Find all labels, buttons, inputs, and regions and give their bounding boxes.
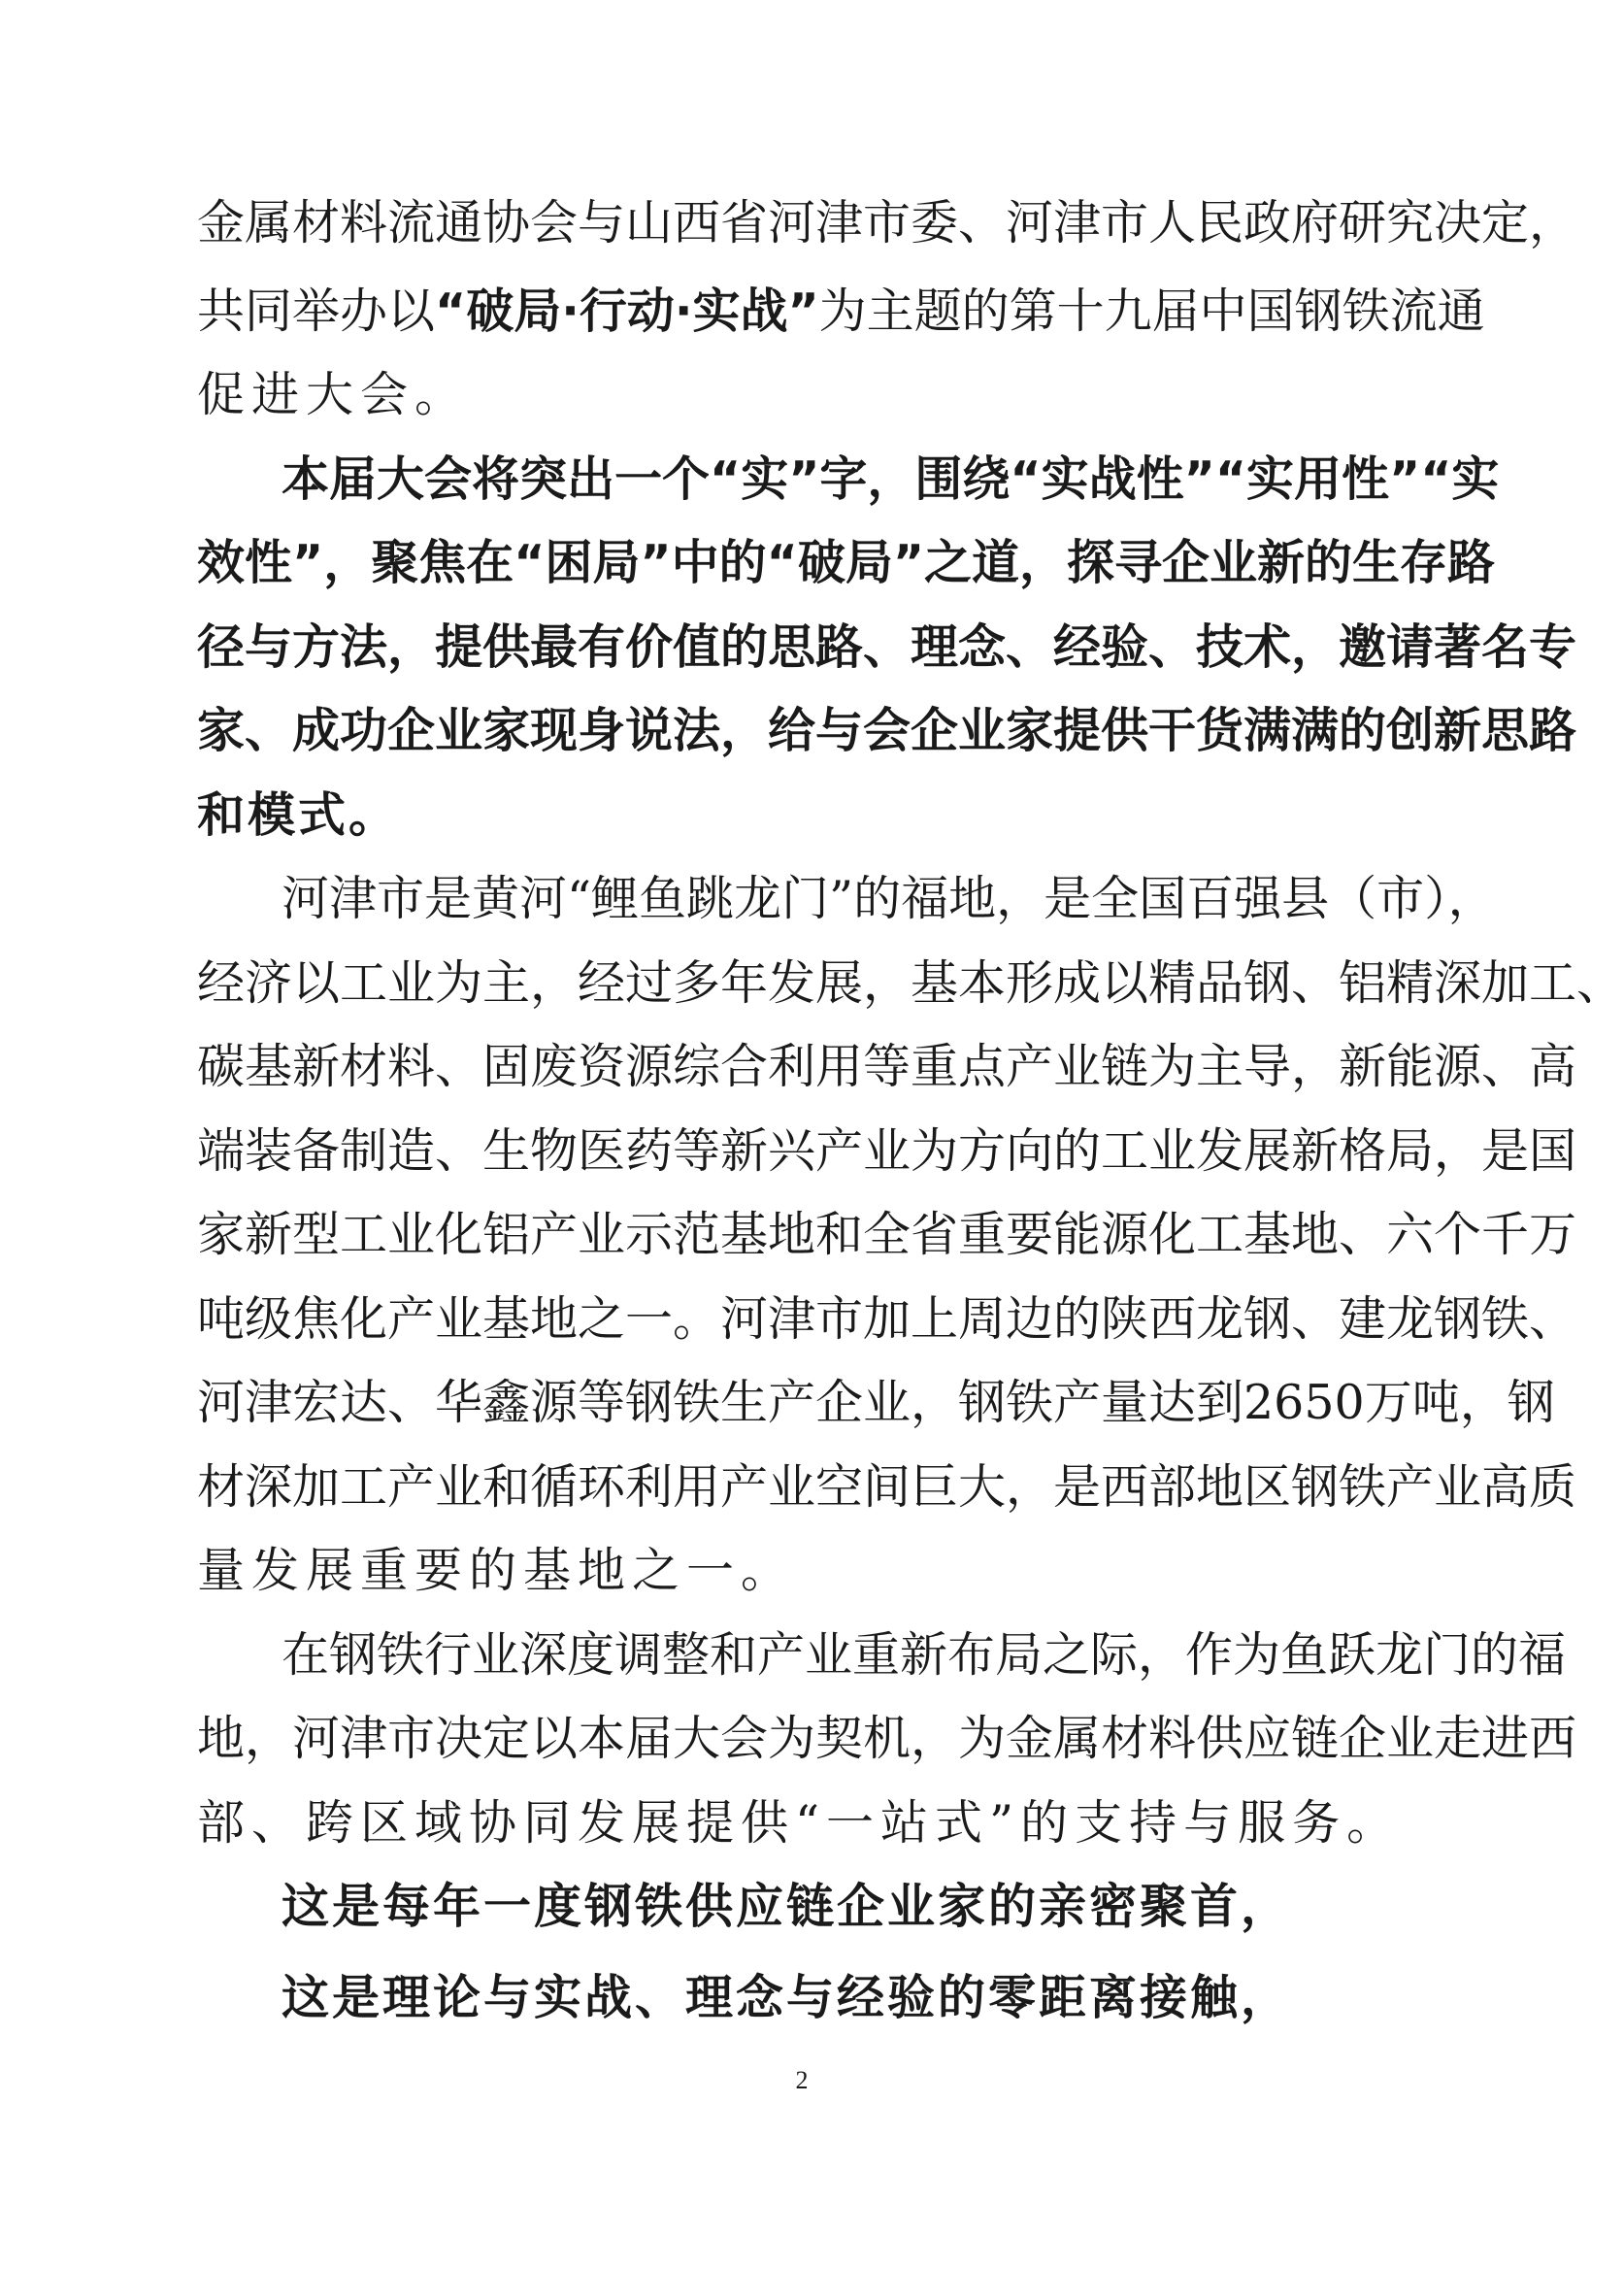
text-line-bold: 和模式。 xyxy=(197,787,400,843)
text-line: 经济以工业为主，经过多年发展，基本形成以精品钢、铝精深加工、 xyxy=(197,955,1624,1011)
text-line: 端装备制造、生物医药等新兴产业为方向的工业发展新格局，是国 xyxy=(197,1123,1577,1179)
text-line-bold: 本届大会将突出一个“实”字，围绕“实战性”“实用性”“实 xyxy=(282,451,1500,507)
text-line: 家新型工业化铝产业示范基地和全省重要能源化工基地、六个千万 xyxy=(197,1207,1577,1262)
text-segment: 共同举办以 xyxy=(197,284,436,339)
text-line: 地，河津市决定以本届大会为契机，为金属材料供应链企业走进西 xyxy=(197,1711,1577,1766)
text-line-bold: 效性”，聚焦在“困局”中的“破局”之道，探寻企业新的生存路 xyxy=(197,535,1496,590)
text-line-bold: 这是每年一度钢铁供应链企业家的亲密聚首， xyxy=(282,1879,1292,1934)
text-line: 碳基新材料、固废资源综合利用等重点产业链为主导，新能源、高 xyxy=(197,1039,1577,1094)
text-line: 在钢铁行业深度调整和产业重新布局之际，作为鱼跃龙门的福 xyxy=(282,1627,1567,1683)
text-line: 材深加工产业和循环利用产业空间巨大，是西部地区钢铁产业高质 xyxy=(197,1459,1577,1515)
text-line-bold: 这是理论与实战、理念与经验的零距离接触， xyxy=(282,1970,1292,2025)
page-number: 2 xyxy=(795,2066,809,2094)
text-line: 河津宏达、华鑫源等钢铁生产企业，钢铁产量达到2650万吨，钢 xyxy=(197,1375,1555,1430)
text-line: 促进大会。 xyxy=(197,367,470,422)
text-line: 河津市是黄河“鲤鱼跳龙门”的福地，是全国百强县（市）， xyxy=(282,871,1496,926)
text-line-bold: 家、成功企业家现身说法，给与会企业家提供干货满满的创新思路 xyxy=(197,703,1577,758)
theme-emphasis: “破局·行动·实战” xyxy=(435,284,819,339)
text-line: 吨级焦化产业基地之一。河津市加上周边的陕西龙钢、建龙钢铁、 xyxy=(197,1291,1577,1347)
text-line: 金属材料流通协会与山西省河津市委、河津市人民政府研究决定， xyxy=(197,195,1577,250)
text-line: 部、跨区域协同发展提供“一站式”的支持与服务。 xyxy=(197,1795,1402,1851)
text-line-bold: 径与方法，提供最有价值的思路、理念、经验、技术，邀请著名专 xyxy=(197,619,1577,675)
text-segment: 为主题的第十九届中国钢铁流通 xyxy=(818,284,1485,339)
text-line xyxy=(197,273,1485,351)
text-line: 量发展重要的基地之一。 xyxy=(197,1543,796,1598)
